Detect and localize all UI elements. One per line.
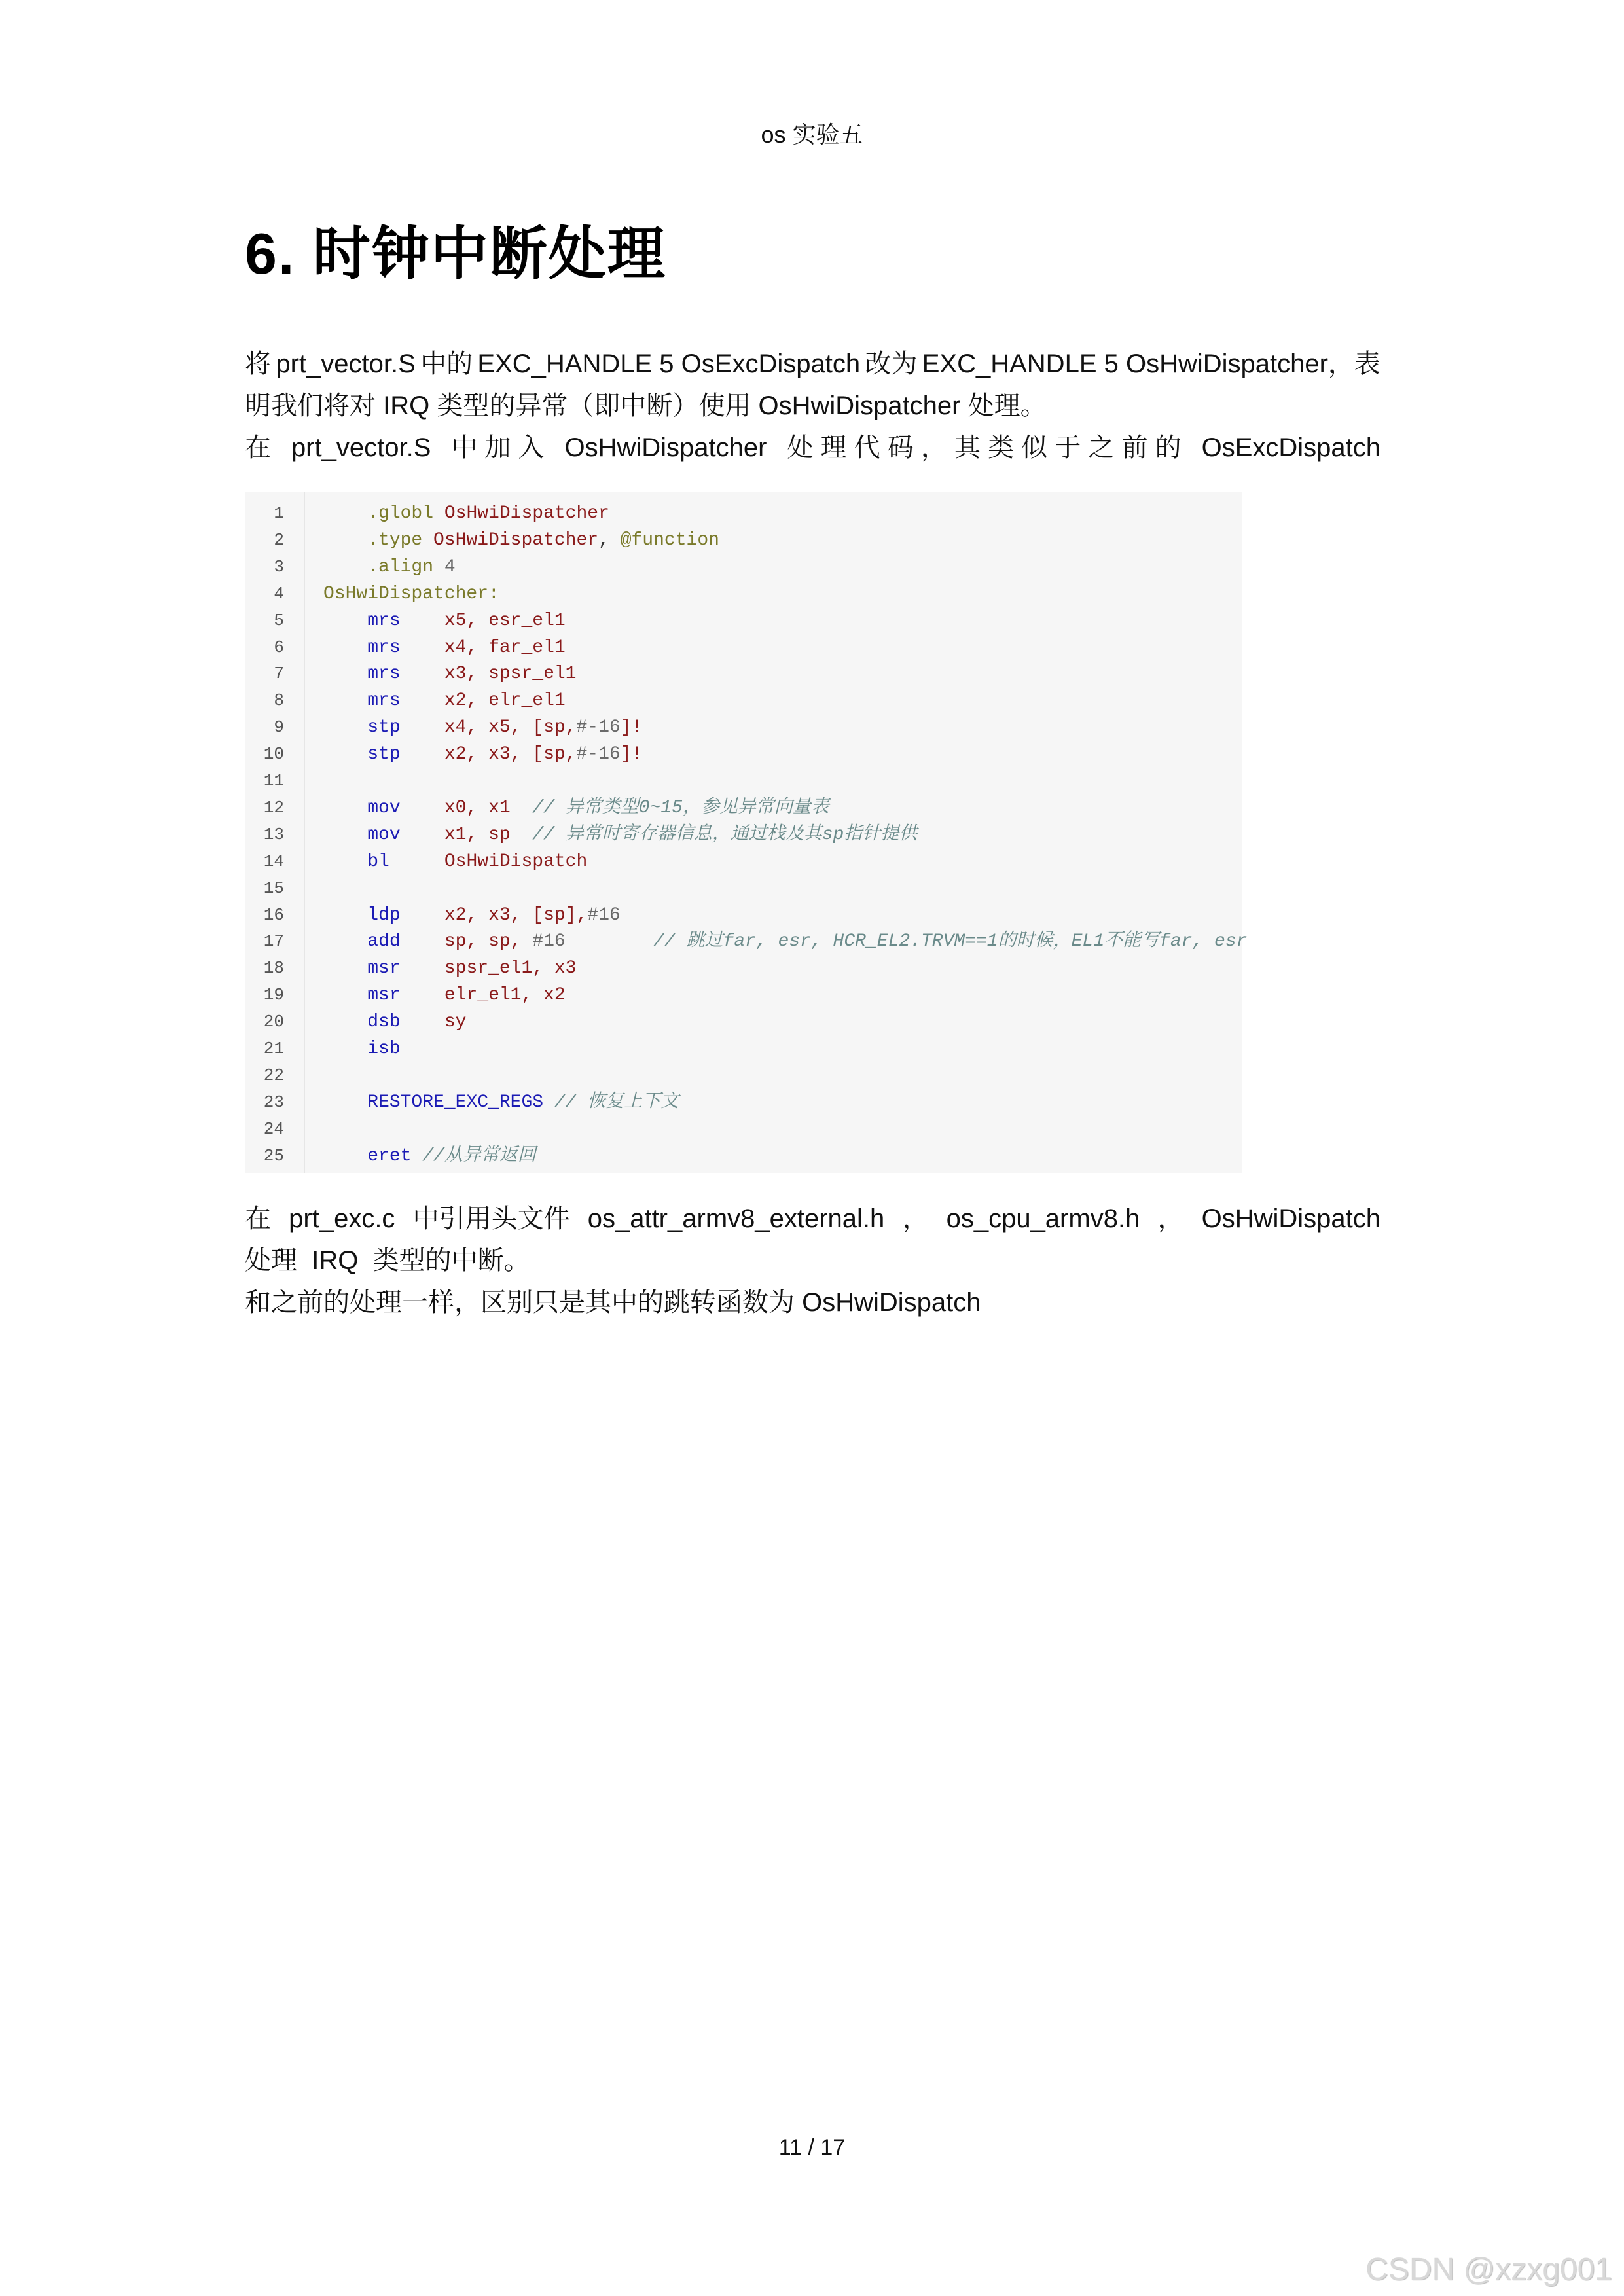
code-line bbox=[245, 928, 1248, 955]
code-token: // 异常类型0~15，参见异常向量表 bbox=[532, 797, 829, 818]
code-line bbox=[245, 955, 1242, 982]
line-number: 15 bbox=[263, 878, 284, 898]
code-block bbox=[245, 492, 1248, 1173]
code-token: x4, x5, [sp, bbox=[400, 717, 577, 738]
text-run: 和之前的处理一样，区别只是其中的跳转函数为 OsHwiDispatch bbox=[245, 1288, 981, 1317]
code-token: 4 bbox=[444, 556, 456, 577]
code-text bbox=[323, 687, 566, 714]
code-token: x2, x3, [sp, bbox=[400, 744, 577, 765]
code-token: RESTORE_EXC_REGS bbox=[367, 1092, 544, 1113]
code-line bbox=[245, 1089, 1242, 1116]
code-token: #16 bbox=[587, 905, 621, 925]
code-token: spsr_el1, x3 bbox=[400, 958, 577, 979]
code-line bbox=[245, 527, 1242, 554]
code-token: #-16 bbox=[576, 717, 621, 738]
code-token: stp bbox=[367, 717, 401, 738]
code-token: ]! bbox=[620, 717, 643, 738]
code-token: ]! bbox=[620, 744, 643, 765]
code-token bbox=[323, 611, 367, 631]
code-token: x0, x1 bbox=[400, 797, 533, 818]
paragraph-line bbox=[245, 385, 1380, 427]
line-number: 6 bbox=[274, 637, 284, 657]
text-run: 明我们将对 bbox=[245, 391, 376, 420]
code-text bbox=[323, 554, 456, 581]
text-run: 处理。 bbox=[967, 391, 1047, 420]
code-line bbox=[245, 795, 1242, 821]
line-number: 18 bbox=[263, 958, 284, 978]
code-token: x3, spsr_el1 bbox=[400, 664, 577, 685]
code-token bbox=[323, 985, 367, 1005]
code-token: msr bbox=[367, 958, 401, 979]
code-token: mrs bbox=[367, 664, 401, 685]
code-token: sp, sp, bbox=[400, 931, 533, 952]
code-token bbox=[323, 637, 367, 658]
code-token: .globl bbox=[367, 503, 444, 524]
line-number: 8 bbox=[274, 691, 284, 711]
paragraph-line bbox=[245, 427, 1380, 469]
text-run: EXC_HANDLE 5 OsHwiDispatcher，表 bbox=[922, 350, 1380, 378]
code-token bbox=[323, 557, 367, 577]
code-token: OsHwiDispatcher bbox=[444, 503, 609, 524]
text-run: IRQ bbox=[383, 391, 430, 420]
code-text bbox=[323, 821, 917, 848]
line-number: 4 bbox=[274, 583, 284, 603]
code-token bbox=[323, 1146, 367, 1166]
code-token: #-16 bbox=[576, 744, 621, 765]
code-token bbox=[323, 717, 367, 738]
text-run: ， bbox=[902, 1204, 929, 1233]
code-token: msr bbox=[367, 985, 401, 1006]
code-text bbox=[323, 982, 566, 1009]
code-token: bl bbox=[367, 851, 389, 872]
text-run: os_attr_armv8_external.h bbox=[587, 1204, 885, 1233]
text-run: EXC_HANDLE 5 OsExcDispatch bbox=[477, 350, 861, 378]
code-token: dsb bbox=[367, 1012, 401, 1033]
code-token: stp bbox=[367, 744, 401, 765]
code-line bbox=[245, 607, 1242, 634]
line-number: 14 bbox=[263, 851, 284, 871]
paragraph-line bbox=[245, 1282, 1380, 1323]
code-token bbox=[323, 905, 367, 925]
code-text bbox=[323, 581, 499, 607]
text-run: OsExcDispatch bbox=[1201, 433, 1380, 462]
code-text bbox=[323, 634, 566, 661]
page-header: os 实验五 bbox=[761, 121, 863, 148]
code-text bbox=[323, 714, 642, 741]
paragraph-line bbox=[245, 1240, 1380, 1282]
line-number: 25 bbox=[263, 1145, 284, 1166]
paragraph-line bbox=[245, 1198, 1380, 1240]
text-run: 改为 bbox=[865, 350, 918, 378]
code-token: // 异常时寄存器信息，通过栈及其sp指针提供 bbox=[532, 824, 918, 845]
text-run: 处 理 代 码 ， 其 类 似 于 之 前 的 bbox=[787, 433, 1182, 462]
code-token: eret bbox=[367, 1145, 412, 1166]
code-line bbox=[245, 1116, 1242, 1143]
line-number: 2 bbox=[274, 529, 284, 550]
code-token: @function bbox=[620, 529, 719, 550]
code-text bbox=[323, 660, 576, 687]
code-token: sy bbox=[400, 1012, 467, 1033]
code-text bbox=[323, 902, 621, 929]
text-run: OsHwiDispatch bbox=[1201, 1204, 1380, 1233]
code-token bbox=[323, 825, 367, 845]
text-run: prt_vector.S bbox=[291, 433, 431, 462]
code-token: // 恢复上下文 bbox=[543, 1092, 679, 1113]
code-text bbox=[323, 795, 829, 821]
code-token: , bbox=[598, 529, 621, 550]
text-run: os_cpu_armv8.h bbox=[946, 1204, 1140, 1233]
code-text bbox=[323, 848, 587, 875]
code-token: elr_el1, x2 bbox=[400, 985, 566, 1006]
text-run: OsHwiDispatcher bbox=[758, 391, 961, 420]
code-token: #16 bbox=[532, 931, 566, 952]
page-number: 11 / 17 bbox=[778, 2135, 846, 2160]
code-token bbox=[323, 744, 367, 764]
code-token: x4, far_el1 bbox=[400, 637, 566, 658]
code-token bbox=[323, 958, 367, 978]
code-line bbox=[245, 741, 1242, 768]
line-number: 21 bbox=[263, 1039, 284, 1058]
line-number: 3 bbox=[274, 556, 284, 577]
code-token bbox=[323, 931, 367, 952]
code-token bbox=[323, 852, 367, 872]
code-token: mov bbox=[367, 797, 401, 818]
code-token bbox=[323, 1092, 367, 1113]
code-token: ldp bbox=[367, 905, 401, 925]
code-token bbox=[323, 503, 367, 524]
line-number: 16 bbox=[263, 905, 284, 925]
text-run: 在 bbox=[245, 1204, 271, 1233]
code-token: mrs bbox=[367, 691, 401, 711]
code-token: x2, elr_el1 bbox=[400, 691, 566, 711]
code-token: // 跳过far, esr, HCR_EL2.TRVM==1的时候，EL1不能写far, esr bbox=[653, 931, 1248, 952]
line-number: 13 bbox=[263, 824, 284, 844]
code-text bbox=[323, 607, 566, 634]
code-token: x2, x3, [sp], bbox=[400, 905, 588, 925]
code-token: mov bbox=[367, 824, 401, 845]
code-line bbox=[245, 554, 1242, 581]
line-number: 1 bbox=[274, 503, 284, 523]
code-text bbox=[323, 1035, 401, 1062]
code-line bbox=[245, 634, 1242, 661]
code-text bbox=[323, 928, 1247, 955]
code-text bbox=[323, 527, 719, 554]
code-line bbox=[245, 581, 1242, 607]
text-run: 处理 IRQ 类型的中断。 bbox=[245, 1246, 530, 1275]
text-run: prt_exc.c bbox=[289, 1204, 395, 1233]
code-text bbox=[323, 955, 576, 982]
line-number: 11 bbox=[263, 771, 284, 791]
watermark: CSDN @xzxg001 bbox=[1365, 2252, 1612, 2287]
section-title: 6. 时钟中断处理 bbox=[245, 221, 666, 286]
code-line bbox=[245, 982, 1242, 1009]
code-token: OsHwiDispatcher bbox=[433, 529, 599, 550]
code-token bbox=[566, 931, 653, 952]
code-token: mrs bbox=[367, 610, 401, 631]
line-number: 10 bbox=[263, 744, 284, 764]
code-line bbox=[245, 902, 1242, 929]
code-token bbox=[323, 1039, 367, 1059]
text-run: 在 bbox=[245, 433, 271, 462]
code-line bbox=[245, 714, 1242, 741]
code-token: .type bbox=[367, 529, 434, 550]
code-text bbox=[323, 500, 609, 527]
line-number: 17 bbox=[263, 931, 284, 952]
code-text bbox=[323, 1143, 536, 1170]
code-token: mrs bbox=[367, 637, 401, 658]
code-line bbox=[245, 821, 1242, 848]
line-number: 5 bbox=[274, 610, 284, 630]
code-token bbox=[323, 664, 367, 684]
line-number: 24 bbox=[263, 1119, 284, 1139]
code-token: add bbox=[367, 931, 401, 952]
code-line bbox=[245, 1143, 1242, 1170]
text-run: 类型的异常（即中断）使用 bbox=[437, 391, 751, 420]
line-number: 7 bbox=[274, 664, 284, 684]
paragraph-explanation bbox=[245, 1198, 1380, 1323]
code-line bbox=[245, 687, 1242, 714]
line-number: 9 bbox=[274, 717, 284, 738]
code-text bbox=[323, 741, 642, 768]
line-number: 22 bbox=[263, 1065, 284, 1085]
code-token: .align bbox=[367, 556, 444, 577]
code-token: //从异常返回 bbox=[411, 1145, 536, 1166]
code-token: isb bbox=[367, 1039, 401, 1059]
code-line bbox=[245, 500, 1242, 527]
code-token: OsHwiDispatch bbox=[389, 851, 588, 872]
line-number: 19 bbox=[263, 985, 284, 1005]
code-token bbox=[323, 798, 367, 818]
paragraph-line bbox=[245, 343, 1380, 385]
text-run: prt_vector.S bbox=[276, 350, 416, 378]
line-number: 12 bbox=[263, 797, 284, 817]
code-line bbox=[245, 875, 1242, 902]
code-token: x5, esr_el1 bbox=[400, 610, 566, 631]
code-line bbox=[245, 768, 1242, 795]
paragraph-intro bbox=[245, 343, 1380, 469]
code-token: x1, sp bbox=[400, 824, 533, 845]
code-text bbox=[323, 1009, 466, 1035]
code-token bbox=[323, 530, 367, 550]
code-line bbox=[245, 1009, 1242, 1035]
code-line bbox=[245, 660, 1242, 687]
text-run: 中引用头文件 bbox=[412, 1204, 570, 1233]
code-token: OsHwiDispatcher: bbox=[323, 583, 499, 604]
line-number: 20 bbox=[263, 1012, 284, 1032]
line-number: 23 bbox=[263, 1092, 284, 1112]
text-run: 中 加 入 bbox=[451, 433, 545, 462]
text-run: ， bbox=[1157, 1204, 1184, 1233]
code-text bbox=[323, 1089, 679, 1116]
code-token bbox=[323, 1012, 367, 1032]
text-run: 将 bbox=[245, 350, 271, 378]
code-line bbox=[245, 848, 1242, 875]
code-token bbox=[323, 691, 367, 711]
code-line bbox=[245, 1062, 1242, 1089]
text-run: OsHwiDispatcher bbox=[564, 433, 767, 462]
code-line bbox=[245, 1035, 1242, 1062]
text-run: 中的 bbox=[420, 350, 473, 378]
